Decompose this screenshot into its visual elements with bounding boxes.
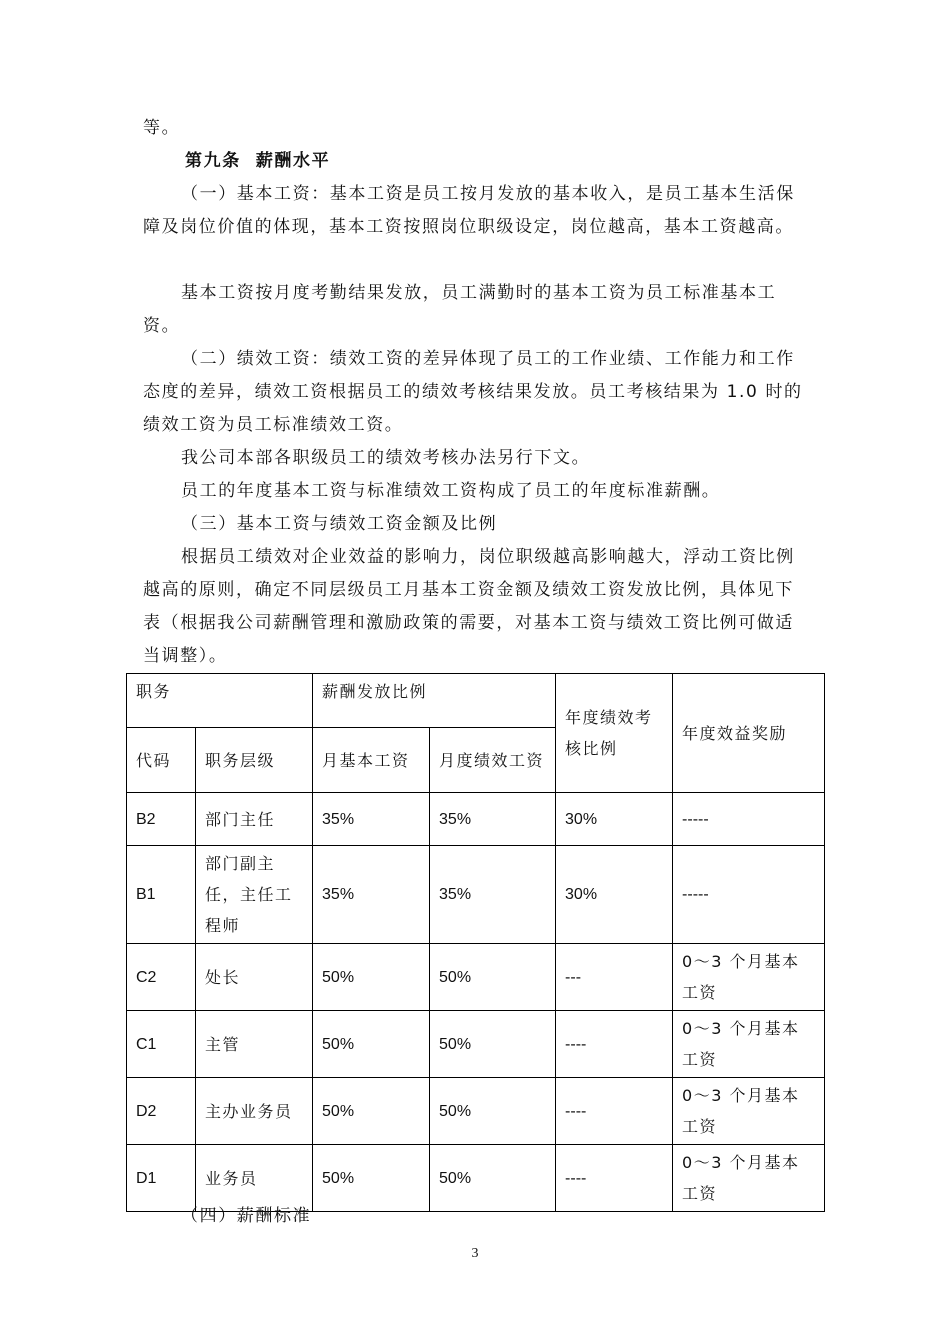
cell-annual: ---- [556, 1011, 673, 1078]
paragraph-ratio-principle: 根据员工绩效对企业效益的影响力，岗位职级越高影响越大，浮动工资比例越高的原则，确定不同层级员工月基本工资金额及绩效工资发放比例，具体见下表（根据我公司薪酬管理和激励政策的需要，对基本工资与绩效工资比例可做适当调整）。 [143, 547, 795, 666]
paragraph-performance-salary: （二）绩效工资：绩效工资的差异体现了员工的工作业绩、工作能力和工作态度的差异，绩效工资根据员工的绩效考核结果发放。员工考核结果为 1.0 时的绩效工资为员工标准绩效工资。 [143, 349, 803, 435]
table-row [127, 1011, 825, 1078]
header-monthly-base: 月基本工资 [313, 728, 430, 793]
table-row [127, 793, 825, 846]
header-position: 职务 [127, 674, 313, 728]
cell-performance: 50% [430, 1145, 556, 1212]
cell-base: 35% [313, 846, 430, 944]
cell-performance: 35% [430, 846, 556, 944]
header-annual-bonus: 年度效益奖励 [673, 674, 825, 793]
section-heading-salary-standard: （四）薪酬标准 [181, 1206, 312, 1226]
cell-code: D1 [127, 1145, 196, 1212]
header-salary-ratio: 薪酬发放比例 [313, 674, 556, 728]
header-monthly-performance: 月度绩效工资 [430, 728, 556, 793]
cell-bonus: 0～3 个月基本工资 [673, 1145, 825, 1212]
cell-annual: ---- [556, 1078, 673, 1145]
cell-code: B1 [127, 846, 196, 944]
cell-performance: 50% [430, 1078, 556, 1145]
cell-level: 主管 [196, 1011, 313, 1078]
cell-annual: 30% [556, 793, 673, 846]
cell-base: 35% [313, 793, 430, 846]
cell-base: 50% [313, 1011, 430, 1078]
cell-bonus: 0～3 个月基本工资 [673, 1078, 825, 1145]
table-row [127, 944, 825, 1011]
cell-code: B2 [127, 793, 196, 846]
cell-level: 部门主任 [196, 793, 313, 846]
paragraph-continuation: 等。 [143, 118, 181, 138]
cell-code: C2 [127, 944, 196, 1011]
cell-level: 主办业务员 [196, 1078, 313, 1145]
cell-level: 业务员 [196, 1145, 313, 1212]
table-header-row [127, 674, 825, 728]
section-heading-ratio: （三）基本工资与绩效工资金额及比例 [181, 514, 498, 534]
cell-level: 处长 [196, 944, 313, 1011]
cell-bonus: 0～3 个月基本工资 [673, 944, 825, 1011]
header-annual-performance: 年度绩效考核比例 [556, 674, 673, 793]
cell-annual: 30% [556, 846, 673, 944]
paragraph-assessment-method: 我公司本部各职级员工的绩效考核办法另行下文。 [181, 448, 591, 468]
cell-base: 50% [313, 1078, 430, 1145]
table-row [127, 846, 825, 944]
cell-annual: ---- [556, 1145, 673, 1212]
cell-performance: 50% [430, 944, 556, 1011]
table-row [127, 1078, 825, 1145]
header-code: 代码 [127, 728, 196, 793]
cell-annual: --- [556, 944, 673, 1011]
header-level: 职务层级 [196, 728, 313, 793]
paragraph-annual-salary: 员工的年度基本工资与标准绩效工资构成了员工的年度标准薪酬。 [181, 481, 721, 501]
cell-bonus: ----- [673, 846, 825, 944]
paragraph-attendance: 基本工资按月度考勤结果发放，员工满勤时的基本工资为员工标准基本工资。 [143, 283, 777, 336]
page-number: 3 [471, 1246, 479, 1261]
article-heading: 第九条 薪酬水平 [185, 151, 331, 171]
cell-performance: 50% [430, 1011, 556, 1078]
cell-performance: 35% [430, 793, 556, 846]
cell-code: D2 [127, 1078, 196, 1145]
salary-ratio-table [126, 673, 825, 1212]
cell-bonus: ----- [673, 793, 825, 846]
cell-base: 50% [313, 1145, 430, 1212]
cell-code: C1 [127, 1011, 196, 1078]
cell-base: 50% [313, 944, 430, 1011]
cell-bonus: 0～3 个月基本工资 [673, 1011, 825, 1078]
cell-level: 部门副主任，主任工程师 [196, 846, 313, 944]
paragraph-base-salary: （一）基本工资：基本工资是员工按月发放的基本收入，是员工基本生活保障及岗位价值的体现，基本工资按照岗位职级设定，岗位越高，基本工资越高。 [143, 184, 795, 237]
